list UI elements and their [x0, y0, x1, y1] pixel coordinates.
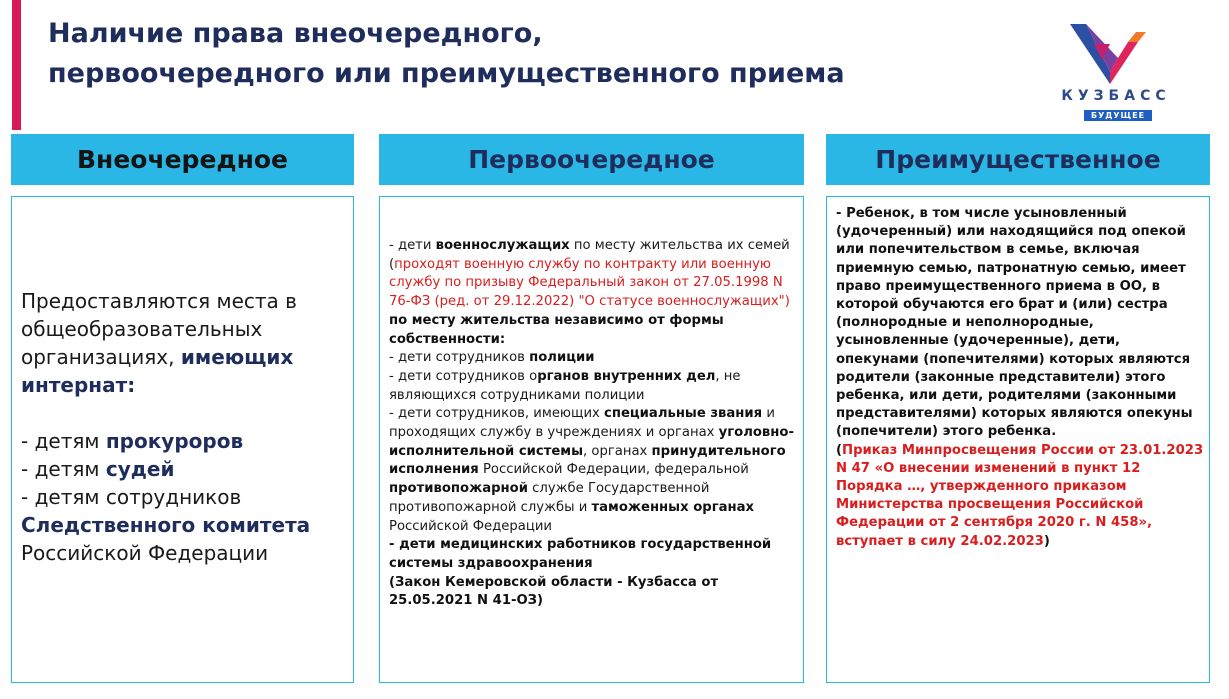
column-heading-priority: Первоочередное	[379, 134, 804, 185]
kuzbass-v-icon	[1070, 22, 1150, 86]
list-item: - дети сотрудников, имеющих специальные звания и проходящих службу в учреждениях и органах уголовно-исполнительной системы, органах принудительного исполнения Российской Федерации, федеральной противопожарной службе Государственной противопожарной службы и таможенных органах Российской Федерации	[389, 406, 794, 534]
list-item: - детям прокуроров	[21, 429, 244, 453]
column-preferential-text	[836, 205, 1204, 551]
order-reference: (Приказ Минпросвещения России от 23.01.2023 N 47 «О внесении изменений в пункт 12 Порядка …, утвержденного приказом Министерства просвещения Российской Федерации от 2 сентября 2020 г. N 458», вступает в силу 24.02.2023)	[836, 442, 1204, 549]
column-priority-text	[389, 237, 794, 611]
subheading: по месту жительства независимо от формы собственности:	[389, 312, 724, 347]
list-item: - дети сотрудников органов внутренних дел, не являющихся сотрудниками полиции	[389, 368, 741, 403]
logo-wordmark: КУЗБАСС	[1061, 88, 1171, 104]
logo-badge: БУДУЩЕЕ	[1084, 110, 1152, 121]
accent-bar	[12, 0, 21, 130]
column-extraordinary-text	[21, 287, 351, 567]
column-heading-extraordinary: Внеочередное	[11, 134, 354, 185]
kuzbass-logo	[1040, 22, 1190, 126]
list-item: - детям сотрудников Следственного комитета Российской Федерации	[21, 485, 311, 565]
main-paragraph: - Ребенок, в том числе усыновленный (удочеренный) или находящийся под опекой или попечительством в семье, включая приемную семью, патронатную семью, имеет право преимущественного приема в ОО, в которой обучаются его брат и (или) сестра (полнородные и неполнородные, усыновленные (удочеренные), дети, опекунами (попечителями) которых являются родители (законные представители) этого ребенка, или дети, родителями (законными представителями) которых являются опекуны (попечители) этого ребенка.	[836, 206, 1193, 440]
list-item: - дети военнослужащих по месту жительства их семей (проходят военную службу по контракту или военную службу по призыву Федеральный закон от 27.05.1998 N 76-ФЗ (ред. от 29.12.2022) "О статусе военнослужащих")	[389, 238, 790, 310]
list-item: - дети медицинских работников государственной системы здравоохранения	[389, 537, 772, 571]
list-item: - детям судей	[21, 457, 175, 481]
column-heading-preferential: Преимущественное	[826, 134, 1210, 185]
column-extraordinary	[11, 196, 354, 683]
list-item: - дети сотрудников полиции	[389, 350, 595, 366]
column-preferential	[826, 196, 1210, 683]
law-reference: (Закон Кемеровской области - Кузбасса от 25.05.2021 N 41-ОЗ)	[389, 574, 719, 609]
intro-paragraph: Предоставляются места в общеобразовательных организациях, имеющих интернат:	[21, 289, 297, 397]
page-title-line-1: Наличие права внеочередного,	[48, 18, 543, 49]
page-title-line-2: первоочередного или преимущественного приема	[48, 58, 845, 89]
page-title	[48, 14, 1008, 94]
spacer	[21, 399, 351, 427]
column-priority	[379, 196, 804, 683]
